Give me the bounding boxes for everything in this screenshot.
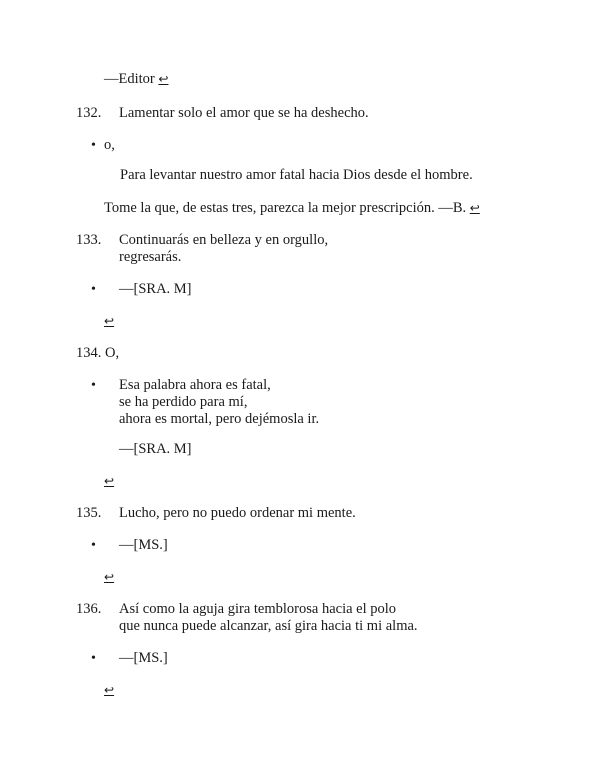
note-133-line-2: regresarás. bbox=[119, 249, 182, 265]
note-number-133: 133. bbox=[76, 232, 102, 248]
note-135-text: Lucho, pero no puedo ordenar mi mente. bbox=[119, 505, 356, 521]
note-134-heading: 134. O, bbox=[76, 345, 120, 361]
bullet-icon: • bbox=[91, 538, 96, 553]
note-number-132: 132. bbox=[76, 105, 102, 121]
bullet-icon: • bbox=[91, 378, 96, 393]
note-132-comment: Tome la que, de estas tres, parezca la mejor prescripción. —B. ↩ bbox=[104, 200, 480, 216]
backlink-icon[interactable]: ↩ bbox=[104, 474, 115, 488]
backlink-icon[interactable]: ↩ bbox=[104, 314, 115, 328]
bullet-icon: • bbox=[91, 138, 96, 153]
note-134-line-1: Esa palabra ahora es fatal, bbox=[119, 377, 271, 393]
note-number-135: 135. bbox=[76, 505, 102, 521]
note-132-item: o, bbox=[104, 137, 115, 153]
note-135-signature: —[MS.] bbox=[119, 537, 168, 553]
bullet-icon: • bbox=[91, 651, 96, 666]
backlink-icon[interactable]: ↩ bbox=[469, 201, 480, 215]
note-132-quote: Para levantar nuestro amor fatal hacia Dios desde el hombre. bbox=[120, 167, 473, 183]
bullet-icon: • bbox=[91, 282, 96, 297]
note-136-signature: —[MS.] bbox=[119, 650, 168, 666]
note-136-line-2: que nunca puede alcanzar, así gira hacia ti mi alma. bbox=[119, 618, 418, 634]
note-136-line-1: Así como la aguja gira temblorosa hacia el polo bbox=[119, 601, 397, 617]
note-134-line-3: ahora es mortal, pero dejémosla ir. bbox=[119, 411, 320, 427]
note-133-signature: —[SRA. M] bbox=[119, 281, 192, 297]
backlink-icon[interactable]: ↩ bbox=[158, 72, 169, 86]
note-134-signature: —[SRA. M] bbox=[119, 441, 192, 457]
note-134-line-2: se ha perdido para mí, bbox=[119, 394, 248, 410]
note-number-136: 136. bbox=[76, 601, 102, 617]
editor-attribution: —Editor ↩ bbox=[104, 71, 169, 87]
note-132-text: Lamentar solo el amor que se ha deshecho. bbox=[119, 105, 369, 121]
backlink-icon[interactable]: ↩ bbox=[104, 570, 115, 584]
note-133-line-1: Continuarás en belleza y en orgullo, bbox=[119, 232, 329, 248]
backlink-icon[interactable]: ↩ bbox=[104, 683, 115, 697]
